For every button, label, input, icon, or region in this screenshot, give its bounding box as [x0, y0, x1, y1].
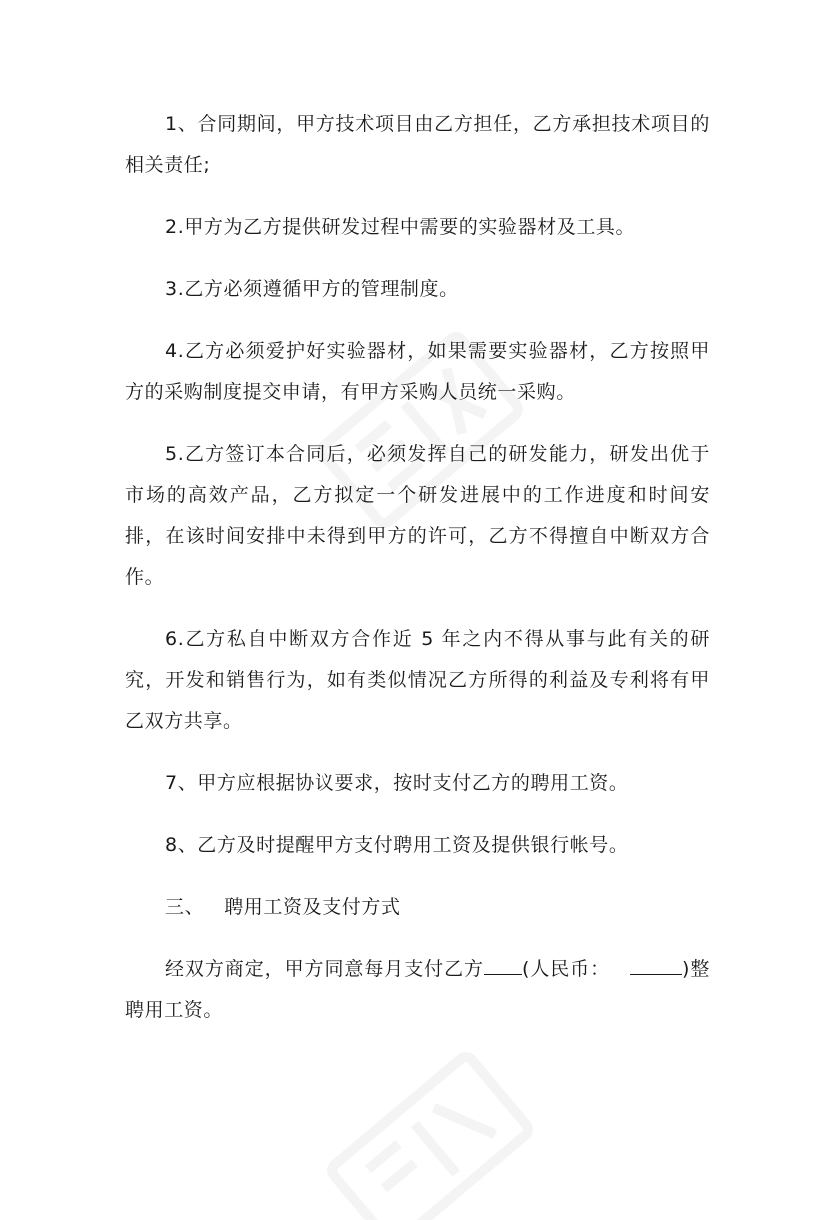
section-number: 三、	[165, 896, 205, 918]
clause-5: 5.乙方签订本合同后，必须发挥自己的研发能力，研发出优于市场的高效产品，乙方拟定一个研发进展中的工作进度和时间安排，在该时间安排中未得到甲方的许可，乙方不得擅自中断双方合作。	[125, 443, 710, 588]
section-heading	[125, 887, 710, 928]
watermark-logo-bottom	[300, 1020, 560, 1220]
clause-4: 4.乙方必须爱护好实验器材，如果需要实验器材，乙方按照甲方的采购制度提交申请，有甲方采购人员统一采购。	[125, 340, 710, 403]
clause-1: 1、合同期间，甲方技术项目由乙方担任，乙方承担技术项目的相关责任;	[125, 113, 710, 176]
salary-rmb-blank	[630, 974, 682, 975]
salary-rmb-close: )	[682, 958, 691, 980]
clause-2: 2.甲方为乙方提供研发过程中需要的实验器材及工具。	[165, 216, 636, 238]
salary-rmb-label: (人民币：	[521, 958, 611, 980]
clause-3: 3.乙方必须遵循甲方的管理制度。	[165, 278, 459, 300]
salary-amount-blank	[484, 974, 522, 975]
clause-6: 6.乙方私自中断双方合作近 5 年之内不得从事与此有关的研究，开发和销售行为，如有类似情况乙方所得的利益及专利将有甲乙双方共享。	[125, 628, 710, 732]
salary-clause	[125, 949, 710, 1031]
clause-8: 8、乙方及时提醒甲方支付聘用工资及提供银行帐号。	[165, 834, 629, 856]
salary-clause-text: 经双方商定，甲方同意每月支付乙方	[165, 958, 484, 980]
clause-7: 7、甲方应根据协议要求，按时支付乙方的聘用工资。	[165, 772, 629, 794]
salary-clause-end: 整聘用工资。	[125, 958, 710, 1021]
section-title: 聘用工资及支付方式	[224, 896, 401, 918]
document-body	[125, 100, 710, 1031]
